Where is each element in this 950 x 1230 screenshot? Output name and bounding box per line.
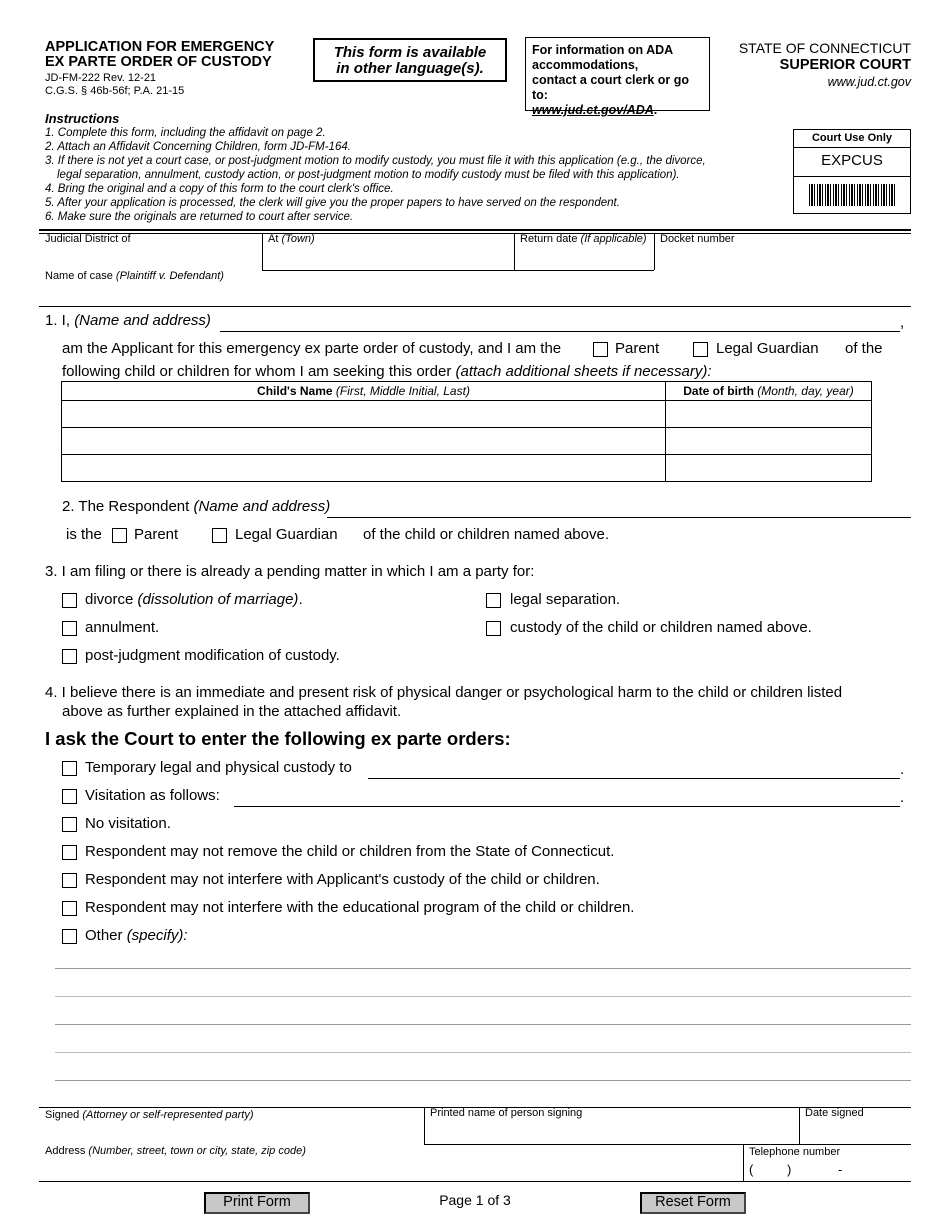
applicant-parent-checkbox[interactable]: [593, 342, 608, 357]
child-name-cell[interactable]: [62, 428, 666, 455]
address-field[interactable]: Address (Number, street, town or city, state, zip code): [45, 1145, 306, 1157]
language-notice: This form is available in other language(s).: [313, 38, 507, 82]
form-code: EXPCUS: [794, 148, 910, 177]
ada-link[interactable]: www.jud.ct.gov/ADA: [532, 103, 654, 117]
instructions: Instructions 1. Complete this form, including the affidavit on page 2. 2. Attach an Affidavit Concerning Children, form JD-FM-164. 3. If there is not yet a court case, or post-judgment motion to modify custody, you must file it with this application (e.g., the divorce, legal separation, annulment, custody action, or post-judgment motion to modify custody must be filed with this application). 4. Bring the original and a copy of this form to the court clerk's office. 5. After your application is processed, the clerk will give you the proper papers to have served on the respondent. 6. Make sure the originals are returned to court after service.: [45, 111, 706, 223]
temp-custody-input[interactable]: [368, 778, 900, 779]
applicant-guardian-checkbox[interactable]: [693, 342, 708, 357]
return-date-field[interactable]: Return date (If applicable): [520, 233, 647, 245]
form-id: JD-FM-222 Rev. 12-21 C.G.S. § 46b-56f; P.A. 21-15: [45, 72, 185, 97]
respondent-parent-checkbox[interactable]: [112, 528, 127, 543]
other-specify-line[interactable]: [55, 996, 911, 997]
no-visitation-checkbox[interactable]: [62, 817, 77, 832]
court-header: STATE OF CONNECTICUT SUPERIOR COURT www.jud.ct.gov: [738, 40, 911, 89]
other-specify-line[interactable]: [55, 1052, 911, 1053]
ada-notice: For information on ADA accommodations, contact a court clerk or go to: www.jud.ct.gov/ADA.: [525, 37, 710, 111]
no-remove-checkbox[interactable]: [62, 845, 77, 860]
applicant-name-input[interactable]: [220, 331, 900, 332]
child-name-cell[interactable]: [62, 401, 666, 428]
dob-header: Date of birth (Month, day, year): [666, 382, 872, 401]
respondent-label: 2. The Respondent (Name and address): [62, 498, 331, 515]
respondent-name-input[interactable]: [327, 517, 911, 518]
printed-name-field[interactable]: Printed name of person signing: [430, 1107, 583, 1119]
table-row: [62, 455, 872, 482]
no-interfere-custody-checkbox[interactable]: [62, 873, 77, 888]
children-table: [61, 381, 872, 482]
telephone-field[interactable]: Telephone number: [749, 1146, 841, 1158]
table-row: [62, 428, 872, 455]
judicial-district-field[interactable]: Judicial District of: [45, 233, 131, 245]
other-checkbox[interactable]: [62, 929, 77, 944]
applicant-role-text: am the Applicant for this emergency ex parte order of custody, and I am the: [62, 340, 562, 357]
no-interfere-education-checkbox[interactable]: [62, 901, 77, 916]
annulment-checkbox[interactable]: [62, 621, 77, 636]
reset-form-button[interactable]: Reset Form: [640, 1192, 746, 1214]
divorce-checkbox[interactable]: [62, 593, 77, 608]
orders-heading: I ask the Court to enter the following ex parte orders:: [45, 728, 511, 749]
docket-number-field[interactable]: Docket number: [660, 233, 735, 245]
form-title: APPLICATION FOR EMERGENCY EX PARTE ORDER OF CUSTODY: [45, 39, 275, 70]
town-field[interactable]: At (Town): [268, 233, 315, 245]
visitation-checkbox[interactable]: [62, 789, 77, 804]
court-use-box: Court Use Only EXPCUS: [793, 129, 911, 214]
child-name-header: Child's Name (First, Middle Initial, Last): [62, 382, 666, 401]
child-name-cell[interactable]: [62, 455, 666, 482]
page-number: Page 1 of 3: [439, 1192, 511, 1208]
print-form-button[interactable]: Print Form: [204, 1192, 310, 1214]
custody-checkbox[interactable]: [486, 621, 501, 636]
other-specify-line[interactable]: [55, 968, 911, 969]
website-link[interactable]: www.jud.ct.gov: [827, 75, 911, 89]
applicant-label: 1. I, (Name and address): [45, 312, 211, 329]
date-signed-field[interactable]: Date signed: [805, 1107, 864, 1119]
other-specify-line[interactable]: [55, 1080, 911, 1081]
signed-field[interactable]: Signed (Attorney or self-represented party): [45, 1109, 254, 1121]
respondent-guardian-checkbox[interactable]: [212, 528, 227, 543]
other-specify-line[interactable]: [55, 1024, 911, 1025]
dob-cell[interactable]: [666, 455, 872, 482]
dob-cell[interactable]: [666, 401, 872, 428]
visitation-input[interactable]: [234, 806, 900, 807]
temp-custody-checkbox[interactable]: [62, 761, 77, 776]
post-judgment-checkbox[interactable]: [62, 649, 77, 664]
barcode: [809, 184, 895, 206]
dob-cell[interactable]: [666, 428, 872, 455]
table-row: [62, 401, 872, 428]
case-name-field[interactable]: Name of case (Plaintiff v. Defendant): [45, 270, 224, 282]
legal-separation-checkbox[interactable]: [486, 593, 501, 608]
